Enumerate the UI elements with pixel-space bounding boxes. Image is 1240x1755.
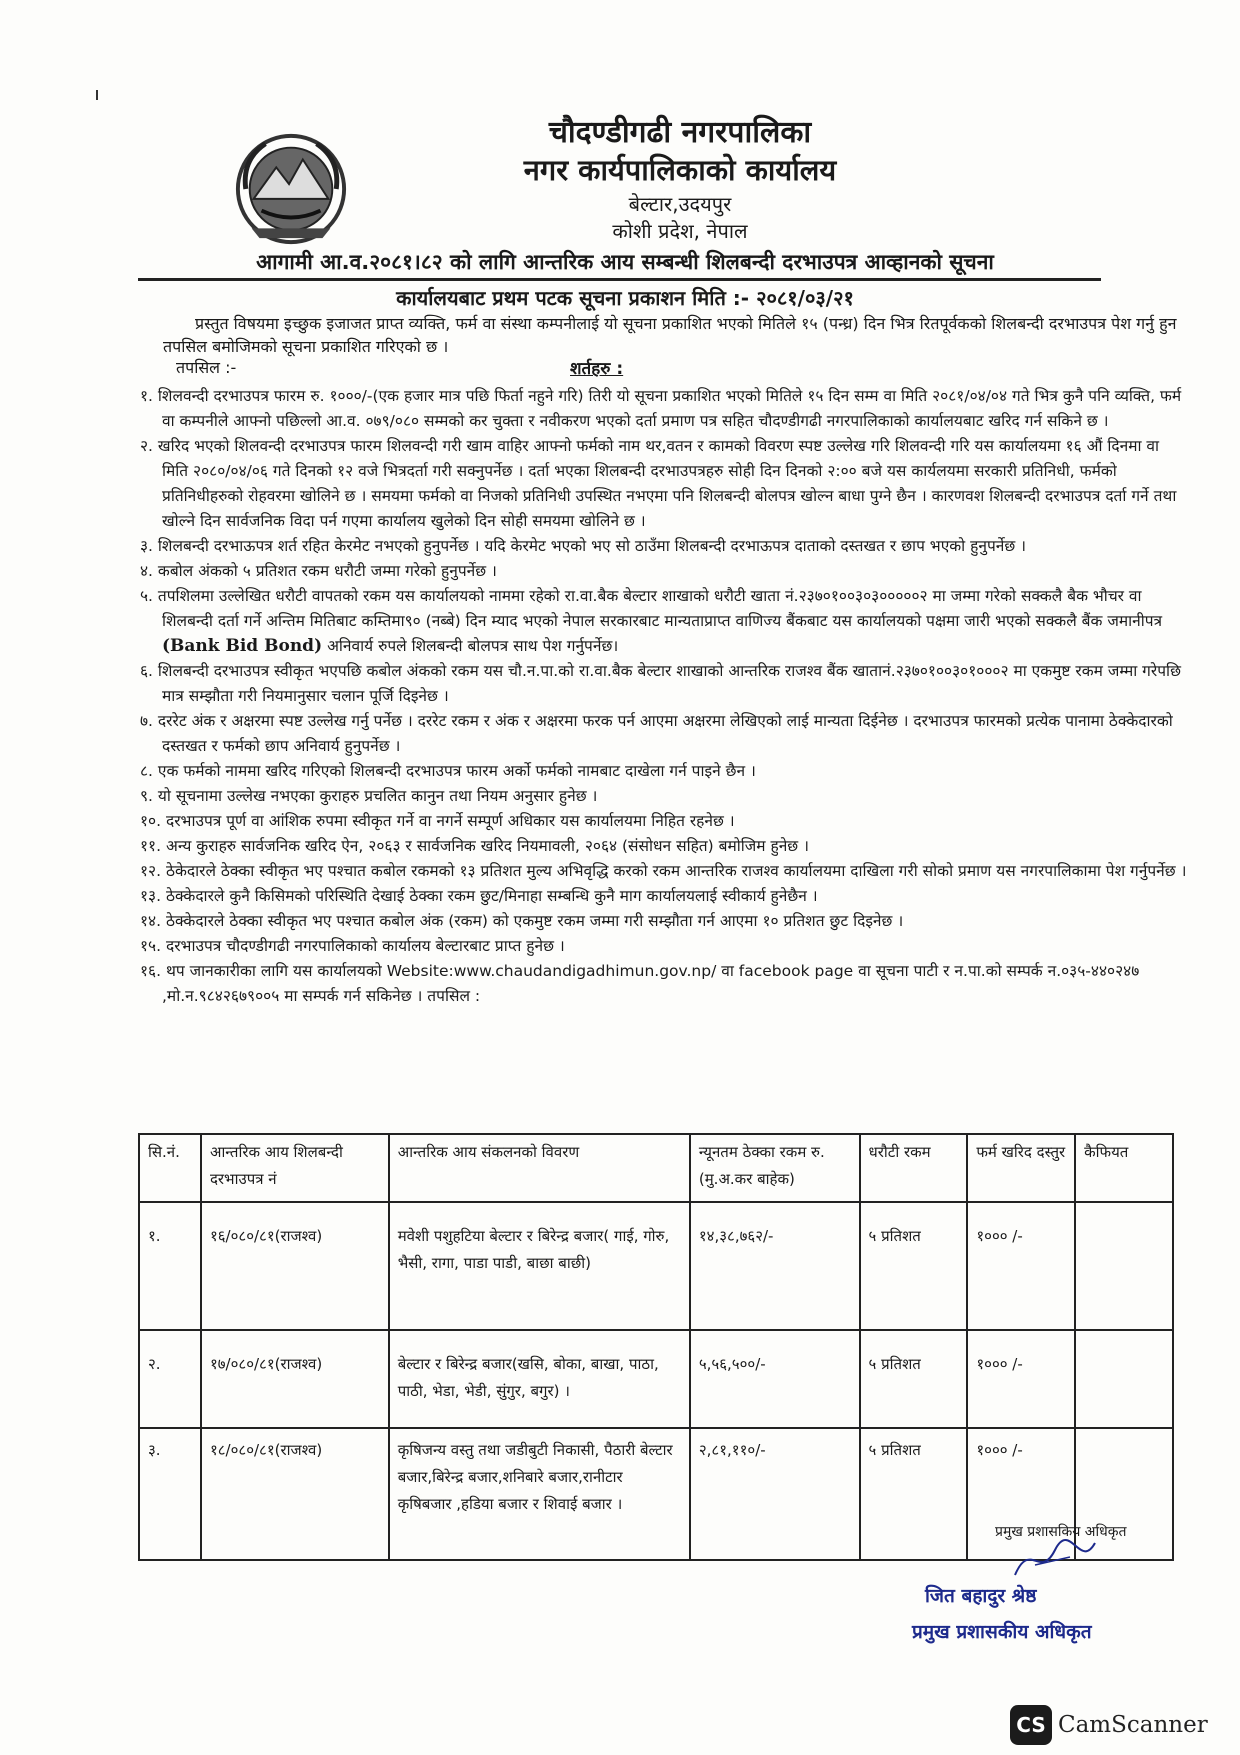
- table-cell: १६/०८०/८१(राजश्व): [201, 1202, 389, 1330]
- condition-text: ५. तपशिलमा उल्लेखित धरौटी वापतको रकम यस कार्यालयको नाममा रहेको रा.वा.बैक बेल्टार शाखाको धरौटी खाता नं.२३७०१००३०३०००००२ मा जम्मा गरेको सक्कलै बैक भौचर वा शिलबन्दी दर्ता गर्ने अन्तिम मितिबाट कम्तिमा९० (नब्बे) दिन म्याद भएको नेपाल सरकारबाट मान्यताप्राप्त वाणिज्य बैंकबाट यस कार्यालयको पक्षमा जारी भएको सक्कलै बैंक जमानीपत्र: [140, 587, 1163, 630]
- header-rule: [138, 278, 1101, 281]
- tender-table: [138, 1133, 1174, 1561]
- table-cell: ३.: [139, 1428, 201, 1560]
- condition-item: १६. थप जानकारीका लागि यस कार्यालयको Website:www.chaudandigadhimun.gov.np/ वा facebook page वा सूचना पाटी र न.पा.को सम्पर्क न.०३५-४४०२४७ ,मो.न.९८४२६७९००५ मा सम्पर्क गर्न सकिनेछ । तपसिल :: [140, 962, 1140, 1005]
- table-cell: १८/०८०/८१(राजश्व): [201, 1428, 389, 1560]
- col-header: सि.नं.: [139, 1134, 201, 1202]
- table-cell: [1075, 1202, 1173, 1330]
- table-header-row: [139, 1134, 1173, 1202]
- intro-paragraph: प्रस्तुत विषयमा इच्छुक इजाजत प्राप्त व्यक्ति, फर्म वा संस्था कम्पनीलाई यो सूचना प्रकाशित भएको मितिले १५ (पन्ध्र) दिन भित्र रितपूर्वकको शिलबन्दी दरभाउपत्र पेश गर्नु हुन तपसिल बमोजिमको सूचना प्रकाशित गरिएको छ ।: [163, 314, 1177, 356]
- table-cell: ५ प्रतिशत: [860, 1330, 968, 1428]
- condition-item: १४. ठेक्केदारले ठेक्का स्वीकृत भए पश्चात कबोल अंक (रकम) को एकमुष्ट रकम जम्मा गरी सम्झौता गर्न आएमा १० प्रतिशत छुट दिइनेछ ।: [140, 912, 904, 930]
- camscanner-logo-icon: CS: [1010, 1705, 1052, 1745]
- col-header: कैफियत: [1075, 1134, 1173, 1202]
- signatory-post: प्रमुख प्रशासकीय अधिकृत: [912, 1621, 1092, 1643]
- condition-item: ६. शिलबन्दी दरभाउपत्र स्वीकृत भएपछि कबोल अंकको रकम यस चौ.न.पा.को रा.वा.बैक बेल्टार शाखाको आन्तरिक राजश्व बैंक खातानं.२३७०१००३०१०००२ मा एकमुष्ट रकम जम्मा गरेपछि मात्र सम्झौता गरी नियमानुसार चलान पूर्जि दिइनेछ ।: [140, 662, 1181, 705]
- tapsil-label: तपसिल :-: [176, 358, 237, 377]
- condition-item: २. खरिद भएको शिलवन्दी दरभाउपत्र फारम शिलवन्दी गरी खाम वाहिर आफ्नो फर्मको नाम थर,वतन र कामको विवरण स्पष्ट उल्लेख गरि शिलवन्दी गरि यस कार्यालयमा १६ औं दिनमा वा मिति २०८०/०४/०६ गते दिनको १२ वजे भित्रदर्ता गरी सक्नुपर्नेछ । दर्ता भएका शिलबन्दी दरभाउपत्रहरु सोही दिन दिनको २:०० बजे यस कार्यलयमा सरकारी प्रतिनिधी, फर्मको प्रतिनिधीहरुको रोहवरमा खोलिने छ । समयमा फर्मको वा निजको प्रतिनिधी उपस्थित नभएमा पनि शिलबन्दी बोलपत्र खोल्न बाधा पुग्ने छैन । कारणवश शिलबन्दी दरभाउपत्र दर्ता गर्ने तथा खोल्ने दिन सार्वजनिक विदा पर्न गएमा कार्यालय खुलेको दिन सोही समयमा खोलिने छ ।: [140, 437, 1177, 530]
- table-cell: १००० /-: [967, 1202, 1075, 1330]
- col-header: आन्तरिक आय शिलबन्दी दरभाउपत्र नं: [201, 1134, 389, 1202]
- municipality-name: चौदण्डीगढी नगरपालिका: [548, 115, 812, 150]
- office-address: बेल्टार,उदयपुर: [628, 192, 732, 216]
- table-cell: १४,३८,७६२/-: [690, 1202, 860, 1330]
- col-header: न्यूनतम ठेक्का रकम रु.(मु.अ.कर बाहेक): [690, 1134, 860, 1202]
- table-cell: ५ प्रतिशत: [860, 1202, 968, 1330]
- condition-item: ४. कबोल अंकको ५ प्रतिशत रकम धरौटी जम्मा गरेको हुनुपर्नेछ ।: [140, 562, 497, 580]
- col-header: फर्म खरिद दस्तुर: [967, 1134, 1075, 1202]
- nepal-emblem-icon: [232, 130, 350, 248]
- condition-item: १२. ठेकेदारले ठेक्का स्वीकृत भए पश्चात कबोल रकमको १३ प्रतिशत मुल्य अभिवृद्धि करको रकम आन्तरिक राजश्व कार्यालयमा दाखिला गरी सोको प्रमाण यस नगरपालिकामा पेश गर्नुपर्नेछ ।: [140, 862, 1187, 880]
- condition-item: ९. यो सूचनामा उल्लेख नभएका कुराहरु प्रचलित कानुन तथा नियम अनुसार हुनेछ ।: [140, 787, 598, 805]
- table-row: [139, 1330, 1173, 1428]
- conditions-list: [140, 384, 1190, 1009]
- table-cell: १००० /-: [967, 1428, 1075, 1560]
- table-cell: १००० /-: [967, 1330, 1075, 1428]
- table-cell: २,८१,११०/-: [690, 1428, 860, 1560]
- bank-bid-bond: (Bank Bid Bond): [162, 636, 323, 656]
- table-cell: बेल्टार र बिरेन्द्र बजार(खसि, बोका, बाखा, पाठा, पाठी, भेडा, भेडी, सुंगुर, बगुर) ।: [389, 1330, 690, 1428]
- condition-item: ७. दररेट अंक र अक्षरमा स्पष्ट उल्लेख गर्नु पर्नेछ । दररेट रकम र अंक र अक्षरमा फरक पर्न आएमा अक्षरमा लेखिएको लाई मान्यता दिईनेछ । दरभाउपत्र फारमको प्रत्येक पानामा ठेक्केदारको दस्तखत र फर्मको छाप अनिवार्य हुनुपर्नेछ ।: [140, 712, 1173, 755]
- table-row: [139, 1202, 1173, 1330]
- col-header: आन्तरिक आय संकलनको विवरण: [389, 1134, 690, 1202]
- table-cell: [1075, 1330, 1173, 1428]
- condition-item: १. शिलवन्दी दरभाउपत्र फारम रु. १०००/-(एक हजार मात्र पछि फिर्ता नहुने गरि) तिरी यो सूचना प्रकाशित भएको मितिले १५ दिन सम्म वा मिति २०८१/०४/०४ गते भित्र कुनै पनि व्यक्ति, फर्म वा कम्पनीले आफ्नो पछिल्लो आ.व. ०७९/०८० सम्मको कर चुक्ता र नवीकरण भएको दर्ता प्रमाण पत्र सहित चौदण्डीगढी नगरपालिकाको कार्यालयबाट खरिद गर्न सकिने छ ।: [140, 387, 1182, 430]
- table-cell: ५ प्रतिशत: [860, 1428, 968, 1560]
- office-name: नगर कार्यपालिकाको कार्यालय: [523, 153, 837, 187]
- condition-item: ११. अन्य कुराहरु सार्वजनिक खरिद ऐन, २०६३ र सार्वजनिक खरिद नियमावली, २०६४ (संसोधन सहित) बमोजिम हुनेछ ।: [140, 837, 809, 855]
- conditions-heading: शर्तहरु :: [570, 359, 624, 379]
- signatory-title: प्रमुख प्रशासकिय अधिकृत: [995, 1524, 1127, 1540]
- col-header: धरौटी रकम: [860, 1134, 968, 1202]
- signature-icon: [1010, 1535, 1100, 1585]
- publish-date: कार्यालयबाट प्रथम पटक सूचना प्रकाशन मिति :- २०८१/०३/२१: [396, 286, 854, 310]
- condition-item: ८. एक फर्मको नाममा खरिद गरिएको शिलबन्दी दरभाउपत्र फारम अर्को फर्मको नामबाट दाखेला गर्न पाइने छैन ।: [140, 762, 756, 780]
- camscanner-watermark: CamScanner: [1058, 1712, 1208, 1738]
- signatory-name: जित बहादुर श्रेष्ठ: [925, 1585, 1037, 1607]
- condition-item: १०. दरभाउपत्र पूर्ण वा आंशिक रुपमा स्वीकृत गर्ने वा नगर्ने सम्पूर्ण अधिकार यस कार्यालयमा निहित रहनेछ ।: [140, 812, 735, 830]
- notice-subject: आगामी आ.व.२०८१।८२ को लागि आन्तरिक आय सम्बन्धी शिलबन्दी दरभाउपत्र आव्हानको सूचना: [256, 250, 994, 274]
- condition-item: १५. दरभाउपत्र चौदण्डीगढी नगरपालिकाको कार्यालय बेल्टारबाट प्राप्त हुनेछ ।: [140, 937, 565, 955]
- table-cell: २.: [139, 1330, 201, 1428]
- condition-item: १३. ठेक्केदारले कुनै किसिमको परिस्थिति देखाई ठेक्का रकम छुट/मिनाहा सम्बन्धि कुनै माग कार्यालयलाई स्वीकार्य हुनेछैन ।: [140, 887, 818, 905]
- table-cell: ५,५६,५००/-: [690, 1330, 860, 1428]
- scan-mark: [96, 90, 98, 100]
- table-cell: कृषिजन्य वस्तु तथा जडीबुटी निकासी, पैठारी बेल्टार बजार,बिरेन्द्र बजार,शनिबारे बजार,रानीटार कृषिबजार ,हडिया बजार र शिवाई बजार ।: [389, 1428, 690, 1560]
- table-cell: १.: [139, 1202, 201, 1330]
- table-cell: १७/०८०/८१(राजश्व): [201, 1330, 389, 1428]
- table-cell: मवेशी पशुहटिया बेल्टार र बिरेन्द्र बजार( गाई, गोरु, भैसी, रागा, पाडा पाडी, बाछा बाछी): [389, 1202, 690, 1330]
- condition-item: ३. शिलबन्दी दरभाऊपत्र शर्त रहित केरमेट नभएको हुनुपर्नेछ । यदि केरमेट भएको भए सो ठाउँमा शिलबन्दी दरभाऊपत्र दाताको दस्तखत र छाप भएको हुनुपर्नेछ ।: [140, 537, 1027, 555]
- province-country: कोशी प्रदेश, नेपाल: [612, 219, 748, 243]
- condition-tail: अनिवार्य रुपले शिलबन्दी बोलपत्र साथ पेश गर्नुपर्नेछ।: [327, 637, 619, 655]
- condition-item-bond: [140, 584, 1190, 659]
